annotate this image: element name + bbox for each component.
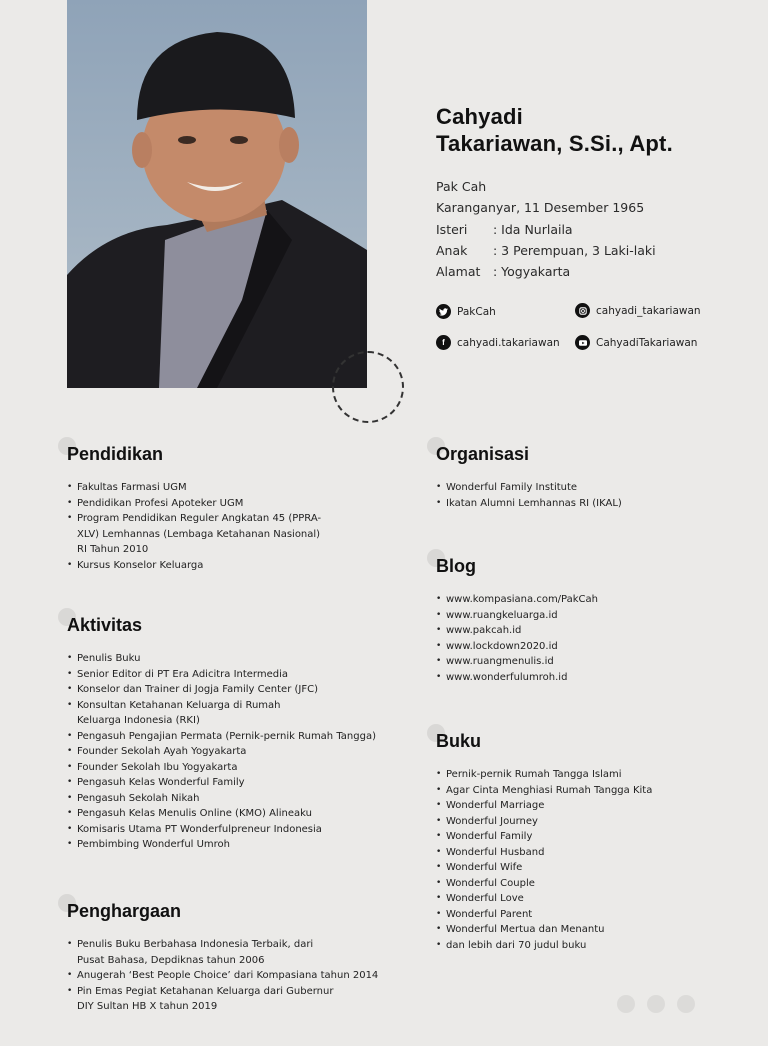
buku-list bbox=[436, 767, 736, 953]
section-blog bbox=[436, 555, 736, 685]
detail-row-children bbox=[436, 240, 656, 261]
blog-link[interactable]: • www.kompasiana.com/PakCah bbox=[436, 592, 736, 608]
list-item: • Pengasuh Kelas Wonderful Family bbox=[67, 775, 367, 791]
list-item: • Pin Emas Pegiat Ketahanan Keluarga dari Gubernur DIY Sultan HB X tahun 2019 bbox=[67, 984, 342, 1015]
list-item: • Wonderful Journey bbox=[436, 814, 736, 830]
list-item: • Wonderful Husband bbox=[436, 845, 736, 861]
detail-label: Alamat bbox=[436, 264, 481, 279]
section-title bbox=[436, 443, 736, 465]
penghargaan-list bbox=[67, 937, 379, 1015]
social-twitter[interactable] bbox=[436, 304, 496, 319]
section-title-text: Blog bbox=[436, 556, 476, 576]
section-penghargaan bbox=[67, 900, 379, 1015]
twitter-icon bbox=[436, 304, 451, 319]
youtube-icon bbox=[575, 335, 590, 350]
list-item: • Wonderful Wife bbox=[436, 860, 736, 876]
list-item: • Program Pendidikan Reguler Angkatan 45 (PPRA-XLV) Lemhannas (Lembaga Ketahanan Nasional) RI Tahun 2010 bbox=[67, 511, 327, 558]
aktivitas-list bbox=[67, 651, 376, 853]
facebook-icon: f bbox=[436, 335, 451, 350]
detail-value: : Yogyakarta bbox=[493, 264, 571, 279]
decorative-dot bbox=[647, 995, 665, 1013]
portrait-illustration bbox=[67, 0, 367, 388]
section-title bbox=[436, 730, 736, 752]
list-item: • Wonderful Love bbox=[436, 891, 736, 907]
person-name bbox=[436, 103, 673, 157]
list-item: • Konselor dan Trainer di Jogja Family Center (JFC) bbox=[67, 682, 367, 698]
decorative-dots bbox=[617, 995, 695, 1013]
detail-label: Isteri bbox=[436, 222, 468, 237]
detail-row-address bbox=[436, 261, 656, 282]
list-item: • Kursus Konselor Keluarga bbox=[67, 558, 327, 574]
list-item: • Senior Editor di PT Era Adicitra Intermedia bbox=[67, 667, 367, 683]
youtube-handle: CahyadiTakariawan bbox=[596, 336, 698, 349]
section-title bbox=[436, 555, 736, 577]
section-title bbox=[67, 900, 342, 922]
birth-info: Karanganyar, 11 Desember 1965 bbox=[436, 200, 645, 215]
list-item: • Agar Cinta Menghiasi Rumah Tangga Kita bbox=[436, 783, 736, 799]
section-title-text: Aktivitas bbox=[67, 615, 143, 635]
list-item: • Pendidikan Profesi Apoteker UGM bbox=[67, 496, 327, 512]
social-facebook[interactable] bbox=[436, 335, 560, 350]
instagram-handle: cahyadi_takariawan bbox=[596, 304, 701, 317]
list-item: • Komisaris Utama PT Wonderfulpreneur Indonesia bbox=[67, 822, 367, 838]
blog-link[interactable]: • www.ruangkeluarga.id bbox=[436, 608, 736, 624]
blog-list bbox=[436, 592, 736, 685]
decorative-dot bbox=[677, 995, 695, 1013]
list-item: • Wonderful Parent bbox=[436, 907, 736, 923]
list-item: • Fakultas Farmasi UGM bbox=[67, 480, 327, 496]
blog-link[interactable]: • www.wonderfulumroh.id bbox=[436, 670, 736, 686]
list-item: • Pernik-pernik Rumah Tangga Islami bbox=[436, 767, 736, 783]
list-item: • Pembimbing Wonderful Umroh bbox=[67, 837, 367, 853]
list-item: • Wonderful Family bbox=[436, 829, 736, 845]
list-item: • Pengasuh Kelas Menulis Online (KMO) Alineaku bbox=[67, 806, 367, 822]
list-item: • Anugerah ‘Best People Choice’ dari Kompasiana tahun 2014 bbox=[67, 968, 342, 984]
list-item: • Founder Sekolah Ayah Yogyakarta bbox=[67, 744, 367, 760]
section-pendidikan bbox=[67, 443, 327, 573]
blog-link[interactable]: • www.ruangmenulis.id bbox=[436, 654, 736, 670]
list-item: • Penulis Buku Berbahasa Indonesia Terbaik, dari Pusat Bahasa, Depdiknas tahun 2006 bbox=[67, 937, 342, 968]
detail-value: : 3 Perempuan, 3 Laki-laki bbox=[493, 243, 656, 258]
pendidikan-list bbox=[67, 480, 327, 573]
list-item: • dan lebih dari 70 judul buku bbox=[436, 938, 736, 954]
section-aktivitas bbox=[67, 614, 376, 853]
list-item: • Konsultan Ketahanan Keluarga di Rumah Keluarga Indonesia (RKI) bbox=[67, 698, 327, 729]
section-title-text: Pendidikan bbox=[67, 444, 164, 464]
name-line-2: Takariawan, S.Si., Apt. bbox=[436, 131, 673, 156]
profile-photo bbox=[67, 0, 367, 388]
detail-row-spouse bbox=[436, 219, 656, 240]
decorative-dashed-circle bbox=[332, 351, 404, 423]
section-title-text: Organisasi bbox=[436, 444, 530, 464]
organisasi-list bbox=[436, 480, 736, 511]
list-item: • Wonderful Family Institute bbox=[436, 480, 736, 496]
section-title bbox=[67, 614, 367, 636]
social-instagram[interactable] bbox=[575, 303, 701, 318]
section-title-text: Buku bbox=[436, 731, 481, 751]
list-item: • Wonderful Marriage bbox=[436, 798, 736, 814]
section-buku bbox=[436, 730, 736, 953]
nickname: Pak Cah bbox=[436, 179, 487, 194]
list-item: • Pengasuh Pengajian Permata (Pernik-pernik Rumah Tangga) bbox=[67, 729, 367, 745]
personal-info bbox=[436, 176, 656, 282]
social-youtube[interactable] bbox=[575, 335, 697, 350]
blog-link[interactable]: • www.pakcah.id bbox=[436, 623, 736, 639]
list-item: • Pengasuh Sekolah Nikah bbox=[67, 791, 367, 807]
list-item: • Wonderful Mertua dan Menantu bbox=[436, 922, 736, 938]
list-item: • Ikatan Alumni Lemhannas RI (IKAL) bbox=[436, 496, 736, 512]
facebook-handle: cahyadi.takariawan bbox=[457, 336, 560, 349]
twitter-handle: PakCah bbox=[457, 305, 496, 318]
section-title-text: Penghargaan bbox=[67, 901, 182, 921]
detail-value: : Ida Nurlaila bbox=[493, 222, 573, 237]
list-item: • Penulis Buku bbox=[67, 651, 367, 667]
section-organisasi bbox=[436, 443, 736, 511]
section-title bbox=[67, 443, 327, 465]
detail-label: Anak bbox=[436, 243, 468, 258]
list-item: • Wonderful Couple bbox=[436, 876, 736, 892]
decorative-dot bbox=[617, 995, 635, 1013]
list-item: • Founder Sekolah Ibu Yogyakarta bbox=[67, 760, 367, 776]
blog-link[interactable]: • www.lockdown2020.id bbox=[436, 639, 736, 655]
instagram-icon bbox=[575, 303, 590, 318]
name-line-1: Cahyadi bbox=[436, 104, 523, 129]
